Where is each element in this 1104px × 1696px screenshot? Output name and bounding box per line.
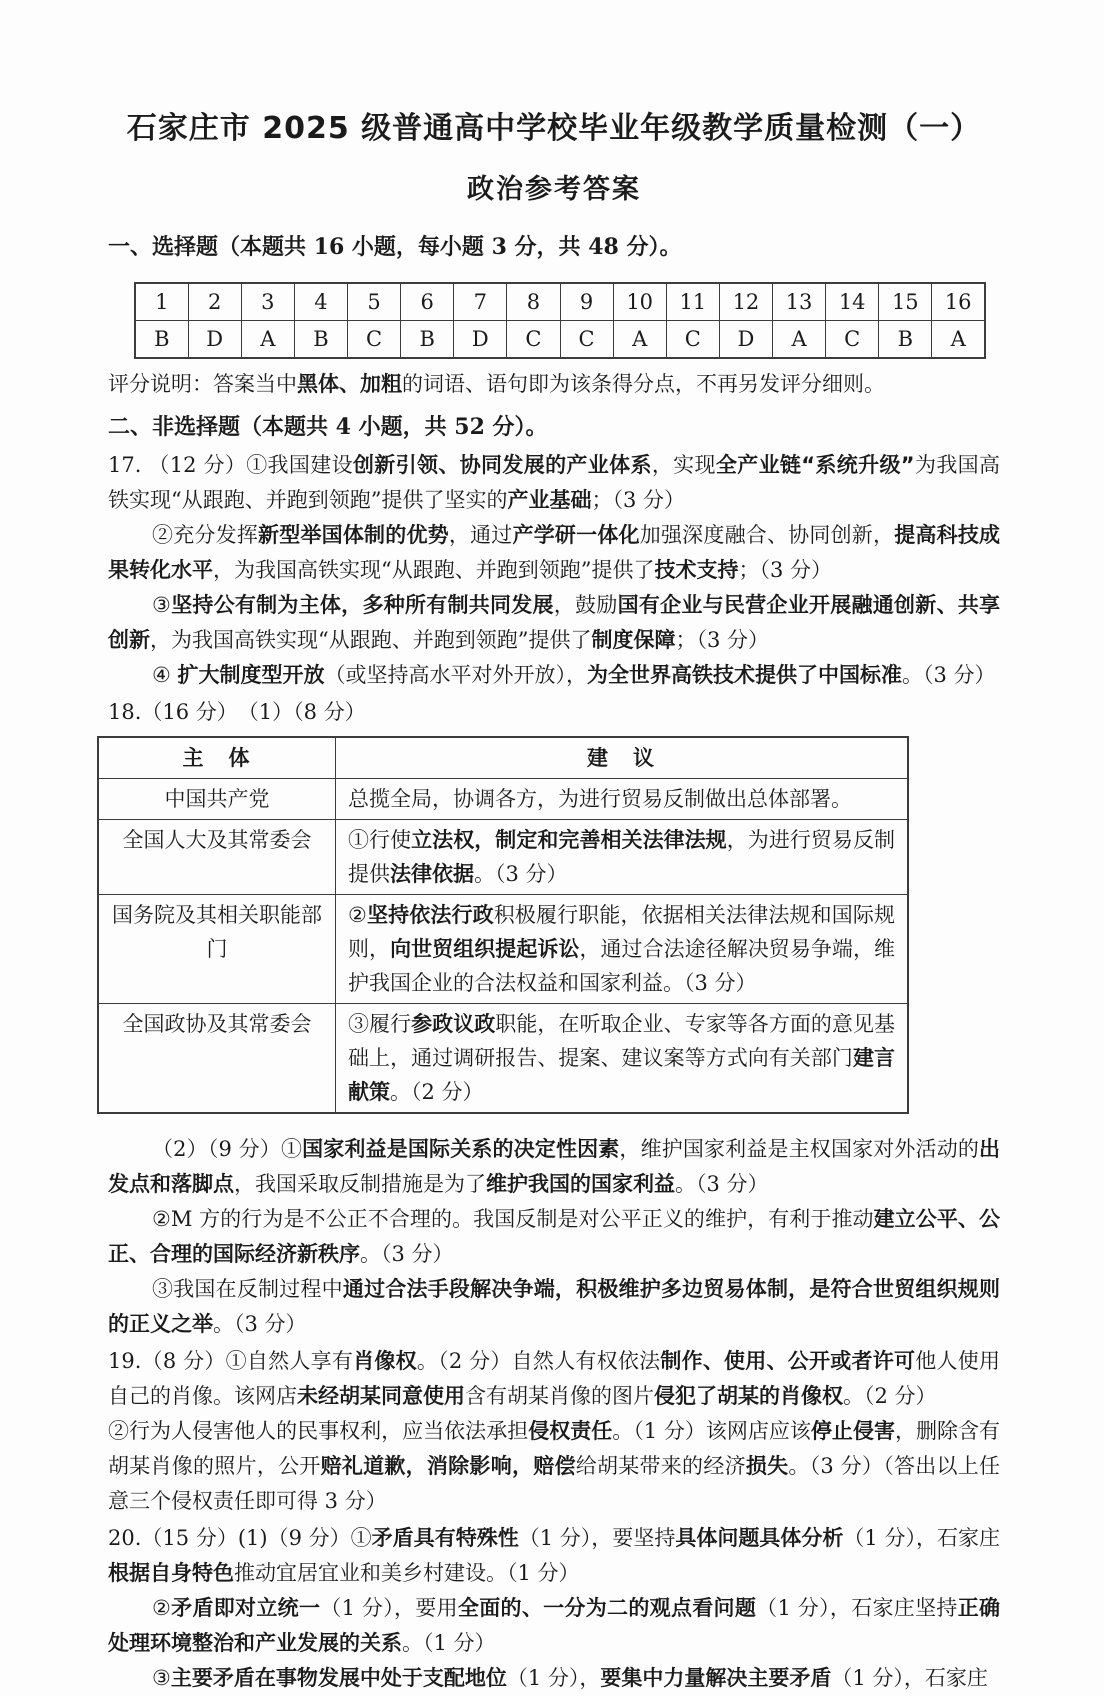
plain-text: （2）（9 分）① (152, 1137, 303, 1161)
plain-text: 。（3 分） (360, 1242, 454, 1266)
q18-row (98, 820, 908, 895)
plain-text: 。（2 分）自然人有权依法 (416, 1349, 661, 1373)
q18-suggestion-cell (336, 820, 909, 895)
key-point-text: 向世贸组织提起诉讼 (390, 937, 580, 961)
plain-text: 为我国高铁实现“从跟跑、并跑到领跑”提供了坚实的 (108, 453, 1001, 512)
answer-letter-cell: B (401, 321, 454, 359)
answer-letter-cell: A (613, 321, 666, 359)
document-subtitle: 政治参考答案 (467, 174, 641, 205)
key-point-text: 建立公平、公正、合理的国际经济新秩序 (108, 1207, 1000, 1266)
answer-letter-cell: D (719, 321, 772, 359)
plain-text: ；（3 分） (591, 488, 686, 512)
key-point-text: 黑体、加粗 (297, 372, 402, 396)
plain-text: 职能，在听取企业、专家等各方面的意见基础上，通过调研报告、提案、建议案等方式向有关部门 (348, 1012, 896, 1070)
plain-text: ③ (152, 1666, 171, 1690)
answer-table (134, 282, 986, 359)
section1-heading: 一、选择题（本题共 16 小题，每小题 3 分，共 48 分）。 (108, 234, 682, 260)
plain-text: ，删除含有胡某肖像的照片，公开 (108, 1419, 1001, 1478)
plain-text: 给胡某带来的经济 (575, 1454, 746, 1478)
plain-text: ，鼓励 (553, 593, 618, 617)
key-point-text: 坚持公有制为主体，多种所有制共同发展 (171, 593, 554, 617)
plain-text: 推动宜居宜业和美乡村建设。（1 分） (234, 1561, 580, 1585)
answer-letter-cell: C (348, 321, 401, 359)
q18-header-cell: 建 议 (336, 737, 909, 779)
question-number-cell: 5 (348, 283, 401, 321)
q18-suggestion-cell (336, 895, 909, 1004)
question-number-cell: 2 (188, 283, 241, 321)
answer-letter-cell: B (294, 321, 347, 359)
answer-letter-cell: A (241, 321, 294, 359)
plain-text: 17. （12 分）①我国建设 (108, 453, 353, 477)
answer-letter-row (135, 321, 985, 359)
q18-subject-cell: 中国共产党 (98, 779, 336, 820)
question-number-cell: 10 (613, 283, 666, 321)
plain-text: ②充分发挥 (152, 523, 259, 547)
plain-text: ③ (152, 593, 172, 617)
key-point-text: 产业基础 (507, 488, 592, 512)
plain-text: 。（1 分）该网店应该 (612, 1419, 811, 1443)
key-point-text: 制度保障 (591, 628, 676, 652)
question-number-cell: 1 (135, 283, 188, 321)
question-number-cell: 16 (932, 283, 985, 321)
plain-text: （1 分）， (506, 1666, 601, 1690)
plain-text: ①行使 (348, 828, 412, 852)
question-number-cell: 11 (666, 283, 719, 321)
question-18-label: 18.（16 分） （1）（8 分） (108, 700, 366, 724)
answer-letter-cell: C (507, 321, 560, 359)
key-point-text: 维护我国的国家利益 (486, 1172, 675, 1196)
key-point-text: 创新引领、协同发展的产业体系 (352, 453, 652, 477)
plain-text: （1 分），石家庄 (843, 1526, 1001, 1550)
q18-2-point-2 (108, 1202, 1000, 1272)
key-point-text: 矛盾具有特殊性 (371, 1526, 519, 1550)
plain-text: 20.（15 分）(1)（9 分）① (108, 1526, 372, 1550)
plain-text: （1 分），要用 (320, 1596, 458, 1620)
plain-text: ②M 方的行为是不公正不合理的。我国反制是对公平正义的维护，有利于推动 (152, 1207, 874, 1231)
key-point-text: 通过合法手段解决争端，积极维护多边贸易体制，是符合世贸组织规则的正义之举 (108, 1277, 1001, 1336)
plain-text: 总揽全局，协调各方，为进行贸易反制做出总体部署。 (348, 787, 852, 811)
q18-row (98, 779, 908, 820)
plain-text: 他人使用自己的肖像。该网店 (108, 1349, 1000, 1408)
key-point-text: 坚持依法行政 (366, 903, 494, 927)
q17-point-1 (108, 448, 1000, 518)
q20-point-1 (108, 1521, 1000, 1591)
q18-subject-cell: 全国人大及其常委会 (98, 820, 336, 895)
answer-letter-cell: C (666, 321, 719, 359)
key-point-text: 停止侵害 (810, 1419, 895, 1443)
plain-text: 。（3 分） (902, 663, 996, 687)
key-point-text: 法律依据 (390, 862, 474, 886)
key-point-text: 制作、使用、公开或者许可 (660, 1349, 916, 1373)
key-point-text: 侵权责任 (528, 1419, 613, 1443)
question-number-cell: 15 (879, 283, 932, 321)
key-point-text: 主要矛盾在事物发展中处于支配地位 (170, 1666, 507, 1690)
q18-subject-cell: 国务院及其相关职能部门 (98, 895, 336, 1004)
q18-row (98, 895, 908, 1004)
q19-point-1 (108, 1344, 1000, 1414)
key-point-text: 参政议政 (411, 1012, 496, 1036)
q18-subject-cell: 全国政协及其常委会 (98, 1004, 336, 1114)
q18-2-point-3 (108, 1272, 1000, 1342)
plain-text: 含有胡某肖像的图片 (465, 1384, 654, 1408)
plain-text: （1 分），石家庄坚持 (756, 1596, 958, 1620)
key-point-text: 根据自身特色 (108, 1561, 234, 1585)
q18-header-cell: 主 体 (98, 737, 336, 779)
key-point-text: 提高科技成果转化水平 (108, 523, 1001, 582)
key-point-text: 扩大制度型开放 (177, 663, 325, 687)
question-number-cell: 14 (826, 283, 879, 321)
plain-text: ④ (152, 663, 178, 687)
plain-text: 19.（8 分）①自然人享有 (108, 1349, 354, 1373)
answer-letter-cell: D (188, 321, 241, 359)
key-point-text: 肖像权 (353, 1349, 417, 1373)
question-number-cell: 7 (454, 283, 507, 321)
plain-text: 的词语、语句即为该条得分点，不再另发评分细则。 (402, 372, 885, 396)
plain-text: 。（2 分） (843, 1384, 937, 1408)
grading-note (108, 367, 1000, 402)
q18-suggestion-cell (336, 779, 909, 820)
answer-letter-cell: B (879, 321, 932, 359)
plain-text: ，维护国家利益是主权国家对外活动的 (619, 1137, 980, 1161)
plain-text: ，为我国高铁实现“从跟跑、并跑到领跑”提供了 (213, 558, 655, 582)
plain-text: 。（3 分）（答出以上任意三个侵权责任即可得 3 分） (108, 1454, 1001, 1513)
plain-text: （或坚持高水平对外开放）， (324, 663, 588, 687)
q18-row (98, 1004, 908, 1114)
plain-text: （1 分），要坚持 (518, 1526, 676, 1550)
plain-text: ③我国在反制过程中 (152, 1277, 343, 1301)
q17-point-3 (108, 588, 1000, 658)
answer-letter-cell: A (932, 321, 985, 359)
answer-letter-cell: C (826, 321, 879, 359)
plain-text: 。（3 分） (213, 1312, 307, 1336)
key-point-text: 建言献策 (348, 1046, 896, 1104)
plain-text: ，通过合法途径解决贸易争端，维护我国企业的合法权益和国家利益。（3 分） (348, 937, 896, 995)
question-17 (108, 448, 1000, 693)
plain-text: ；（3 分） (675, 628, 770, 652)
q17-point-2 (108, 518, 1000, 588)
plain-text: 。（2 分） (390, 1080, 484, 1104)
document-title: 石家庄市 2025 级普通高中学校毕业年级教学质量检测（一） (126, 111, 982, 146)
plain-text: 。（1 分） (402, 1631, 496, 1655)
key-point-text: 技术支持 (654, 558, 739, 582)
question-number-cell: 6 (401, 283, 454, 321)
key-point-text: 国家利益是国际关系的决定性因素 (302, 1137, 620, 1161)
plain-text: 。（3 分） (675, 1172, 769, 1196)
key-point-text: 具体问题具体分析 (675, 1526, 844, 1550)
key-point-text: 要集中力量解决主要矛盾 (600, 1666, 832, 1690)
q19-point-2 (108, 1414, 1000, 1519)
plain-text: ；（3 分） (738, 558, 833, 582)
plain-text: ，我国采取反制措施是为了 (234, 1172, 486, 1196)
q18-suggestion-cell (336, 1004, 909, 1114)
key-point-text: 新型举国体制的优势 (258, 523, 449, 547)
section2-heading: 二、非选择题（本题共 4 小题，共 52 分）。 (108, 414, 548, 440)
plain-text: ，为我国高铁实现“从跟跑、并跑到领跑”提供了 (150, 628, 592, 652)
question-number-cell: 13 (773, 283, 826, 321)
key-point-text: 赔礼道歉，消除影响，赔偿 (320, 1454, 576, 1478)
question-19 (108, 1344, 1000, 1519)
question-number-cell: 3 (241, 283, 294, 321)
plain-text: ，为进行贸易反制提供 (348, 828, 896, 886)
question-number-cell: 4 (294, 283, 347, 321)
answer-letter-cell: A (773, 321, 826, 359)
plain-text: ，实现 (651, 453, 716, 477)
plain-text: ② (348, 903, 367, 927)
question-number-cell: 8 (507, 283, 560, 321)
key-point-text: 国有企业与民营企业开展融通创新、共享创新 (108, 593, 1001, 652)
answer-letter-cell: B (135, 321, 188, 359)
key-point-text: 未经胡某同意使用 (297, 1384, 465, 1408)
plain-text: ② (152, 1596, 172, 1620)
question-18-part2 (108, 1132, 1000, 1342)
question-number-row (135, 283, 985, 321)
plain-text: ③履行 (348, 1012, 412, 1036)
key-point-text: 为全世界高铁技术提供了中国标准 (587, 663, 903, 687)
q17-point-4 (108, 658, 1000, 693)
key-point-text: 产学研一体化 (512, 523, 640, 547)
question-20 (108, 1521, 1000, 1696)
question-number-cell: 9 (560, 283, 613, 321)
key-point-text: 正确处理环境整治和产业发展的关系 (108, 1596, 1001, 1655)
key-point-text: 全产业链“系统升级” (715, 453, 915, 477)
key-point-text: 矛盾即对立统一 (171, 1596, 321, 1620)
plain-text: ②行为人侵害他人的民事权利，应当依法承担 (108, 1419, 529, 1443)
q18-2-point-1 (108, 1132, 1000, 1202)
key-point-text: 立法权，制定和完善相关法律法规 (411, 828, 727, 852)
answer-letter-cell: C (560, 321, 613, 359)
plain-text: 评分说明：答案当中 (108, 372, 297, 396)
question-number-cell: 12 (719, 283, 772, 321)
key-point-text: 出发点和落脚点 (108, 1137, 1001, 1196)
key-point-text: 全面的、一分为二的观点看问题 (457, 1596, 757, 1620)
q20-point-3 (108, 1661, 1000, 1696)
plain-text: （1 分），石家庄 (831, 1666, 988, 1690)
key-point-text: 损失 (745, 1454, 789, 1478)
plain-text: 。（3 分） (474, 862, 568, 886)
plain-text: ，通过 (448, 523, 513, 547)
answer-letter-cell: D (454, 321, 507, 359)
plain-text: 积极履行职能，依据相关法律法规和国际规则， (348, 903, 896, 961)
q18-header-row (98, 737, 908, 779)
key-point-text: 侵犯了胡某的肖像权 (654, 1384, 843, 1408)
question-18-table (97, 736, 909, 1114)
plain-text: 加强深度融合、协同创新， (639, 523, 895, 547)
q20-point-2 (108, 1591, 1000, 1661)
